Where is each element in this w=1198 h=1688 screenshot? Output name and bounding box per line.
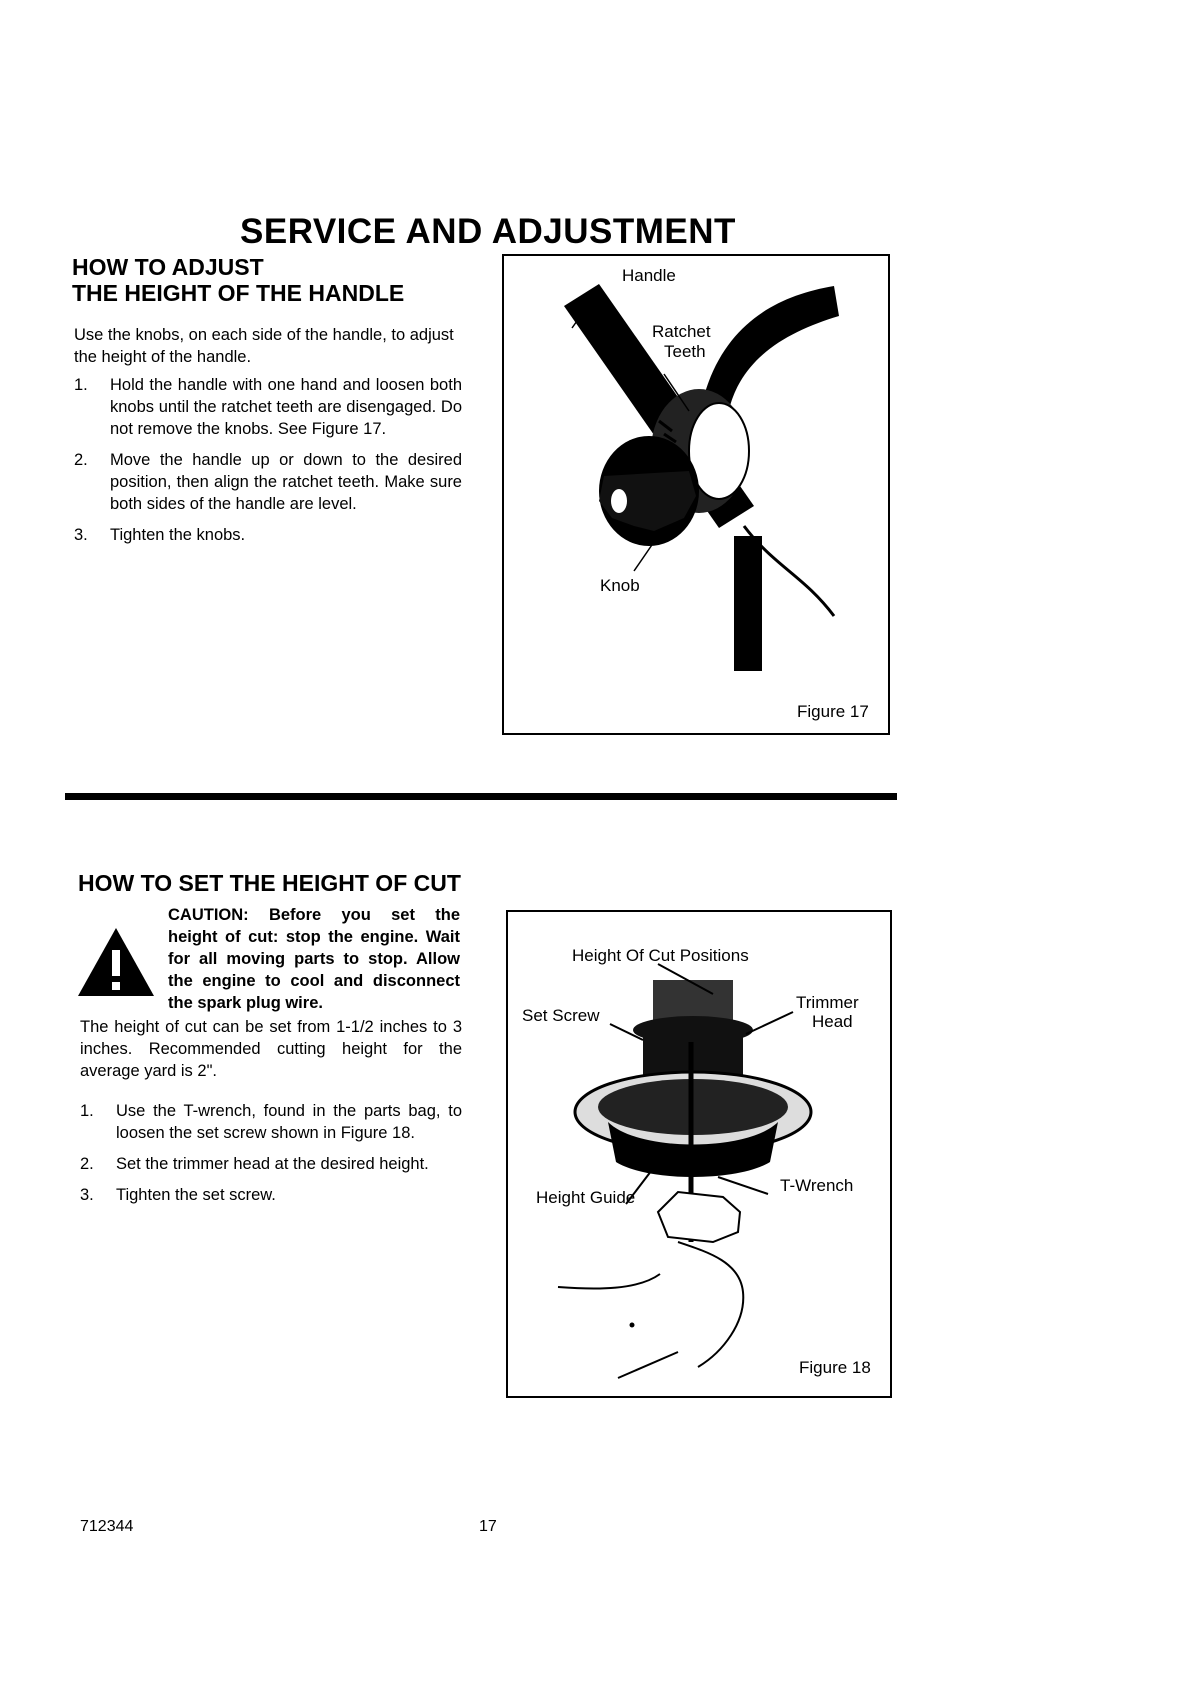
height-of-cut-intro: The height of cut can be set from 1-1/2 inches to 3 inches. Recommended cutting height for the average yard is 2".: [80, 1018, 462, 1080]
handle-steps-list: [74, 374, 462, 555]
list-item: 3. Tighten the knobs.: [74, 526, 246, 544]
label-set-screw: Set Screw: [522, 1006, 600, 1025]
list-item: 3. Tighten the set screw.: [80, 1186, 276, 1204]
label-trimmer: Trimmer: [796, 993, 859, 1012]
label-handle: Handle: [622, 266, 676, 285]
height-of-cut-steps-list: [80, 1100, 462, 1215]
label-t-wrench: T-Wrench: [780, 1176, 854, 1195]
list-item: 2. Set the trimmer head at the desired height.: [80, 1155, 429, 1173]
label-height-guide: Height Guide: [536, 1188, 636, 1207]
figure-18-caption: Figure 18: [799, 1358, 871, 1377]
figure-18-box: [506, 910, 892, 1398]
section-heading-height-of-cut: HOW TO SET THE HEIGHT OF CUT: [78, 870, 461, 896]
section-heading-handle-line1: HOW TO ADJUST: [72, 254, 264, 280]
figure-18-illustration: [508, 912, 889, 1395]
page-number: 17: [479, 1518, 497, 1535]
caution-text: [168, 904, 460, 1014]
label-ratchet: Ratchet: [652, 322, 711, 341]
figure-17-box: [502, 254, 890, 735]
label-head: Head: [812, 1012, 853, 1031]
section-heading-handle-line2: THE HEIGHT OF THE HANDLE: [72, 280, 405, 306]
label-height-of-cut-positions: Height Of Cut Positions: [572, 946, 749, 965]
list-item: 2. Move the handle up or down to the desired position, then align the ratchet teeth. Make sure both sides of the handle are level.: [74, 451, 462, 513]
handle-intro-text: Use the knobs, on each side of the handle, to adjust the height of the handle.: [74, 326, 454, 366]
part-number: 712344: [80, 1518, 134, 1535]
list-item: 1. Hold the handle with one hand and loosen both knobs until the ratchet teeth are disengaged. Do not remove the knobs. See Figure 17.: [74, 376, 462, 438]
caution-rest: height of cut: stop the engine. Wait for all moving parts to stop. Allow the engine to cool and disconnect the spark plug wire.: [168, 928, 460, 1012]
label-knob: Knob: [600, 576, 640, 595]
list-item: 1. Use the T-wrench, found in the parts bag, to loosen the set screw shown in Figure 18.: [80, 1102, 462, 1142]
figure-17-caption: Figure 17: [797, 702, 869, 721]
section-divider: [65, 793, 897, 800]
page-title: SERVICE AND ADJUSTMENT: [240, 212, 736, 251]
caution-line1: CAUTION: Before you set the: [168, 906, 460, 924]
label-teeth: Teeth: [664, 342, 706, 361]
warning-icon: [76, 926, 156, 998]
